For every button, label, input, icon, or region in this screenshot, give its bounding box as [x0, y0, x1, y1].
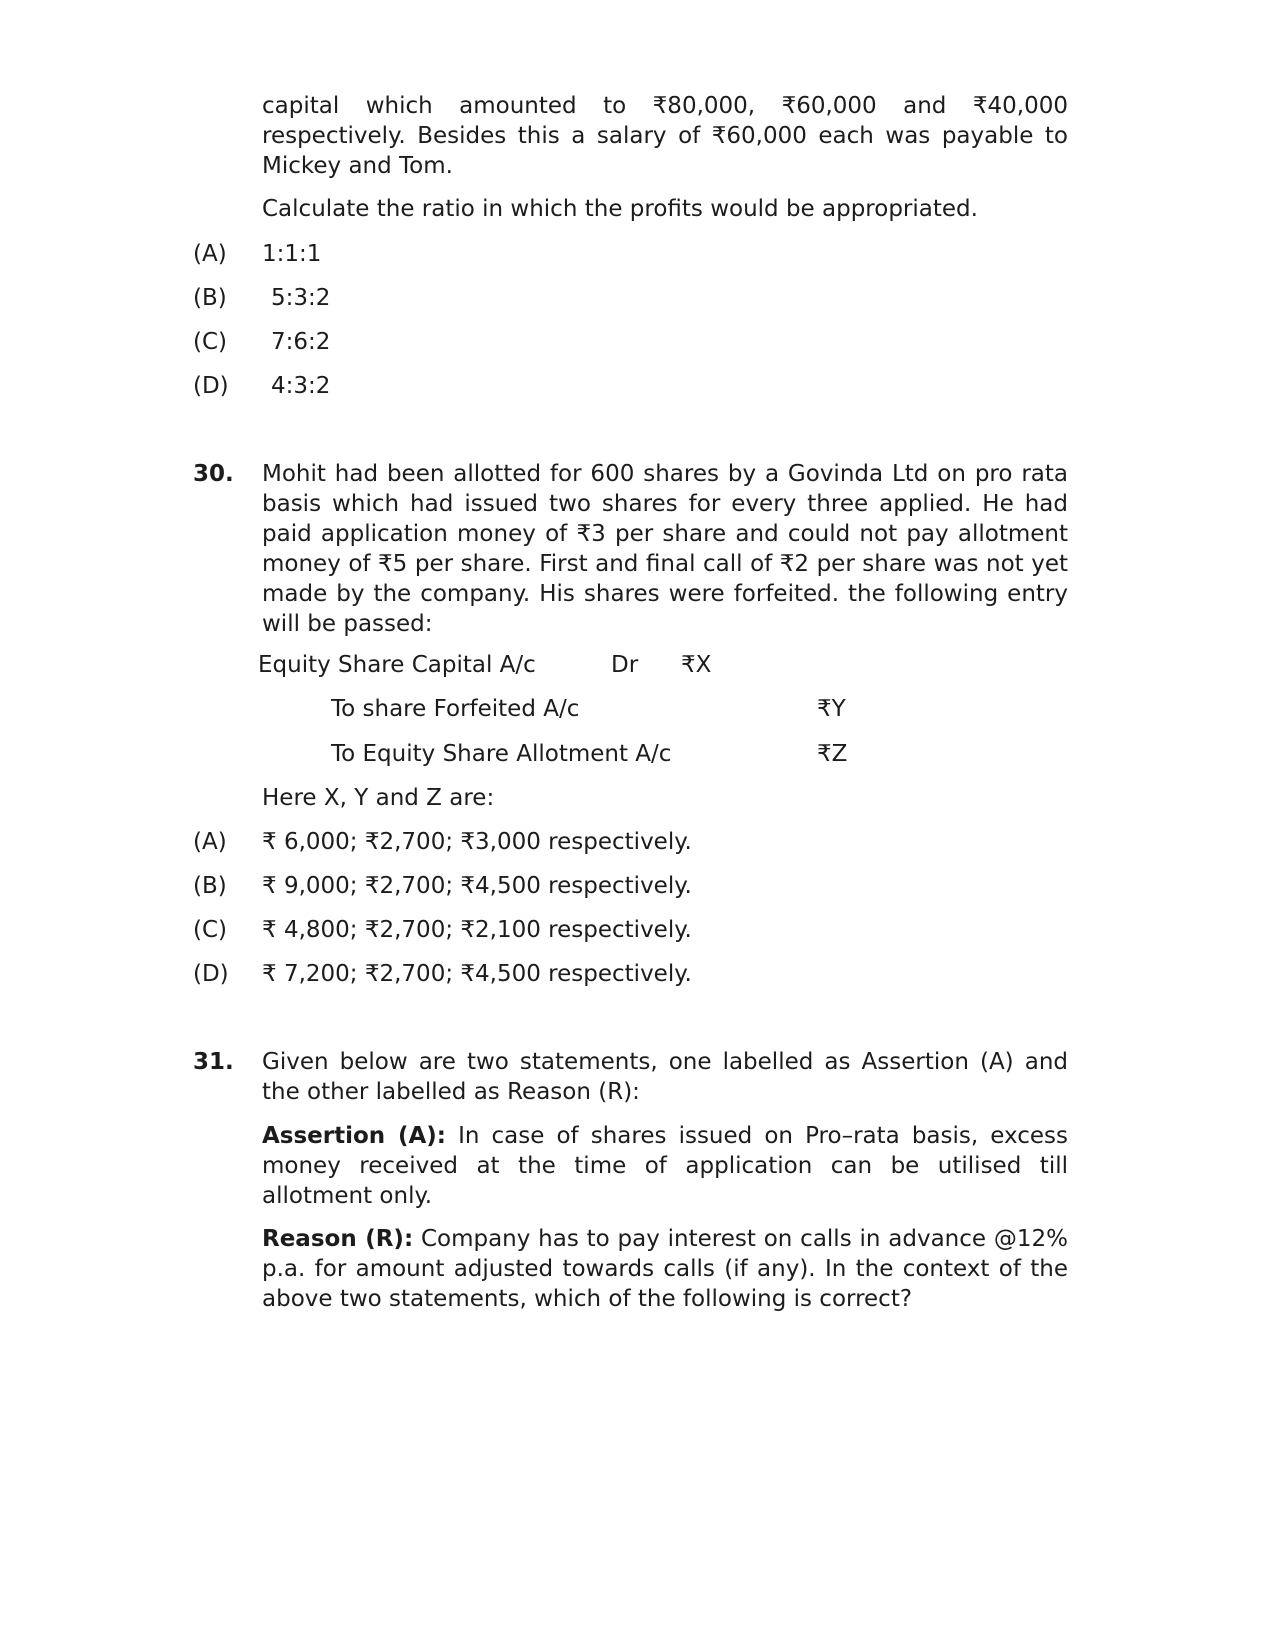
q31-text: Given below are two statements, one labelled as Assertion (A) and the other labelled as Reason (R):	[262, 1049, 1068, 1105]
q29-prompt: Calculate the ratio in which the profits would be appropriated.	[262, 196, 978, 222]
reason-label: Reason (R):	[262, 1226, 414, 1252]
q29-continued-text: capital which amounted to ₹80,000, ₹60,000 and ₹40,000 respectively. Besides this a salary of ₹60,000 each was payable to Mickey and Tom.	[262, 93, 1068, 179]
q31-reason	[262, 1224, 1068, 1314]
q30-option-b-label: (B)	[193, 873, 227, 899]
q29-option-c-label: (C)	[193, 329, 228, 355]
q30-prompt: Here X, Y and Z are:	[262, 785, 495, 811]
q29-option-a-label: (A)	[193, 241, 227, 267]
q30-option-d-text: ₹ 7,200; ₹2,700; ₹4,500 respectively.	[262, 961, 692, 987]
q30-option-b-text: ₹ 9,000; ₹2,700; ₹4,500 respectively.	[262, 873, 692, 899]
q29-option-c-text: 7:6:2	[271, 329, 331, 355]
journal-credit-forfeited-account: To share Forfeited A/c	[331, 696, 580, 722]
assertion-label: Assertion (A):	[262, 1123, 446, 1149]
q29-option-d-label: (D)	[193, 373, 229, 399]
assertion-text: In case of shares issued on Pro–rata basis, excess money received at the time of application can be utilised till allotment only.	[262, 1123, 1068, 1209]
q30-text: Mohit had been allotted for 600 shares by a Govinda Ltd on pro rata basis which had issued two shares for every three applied. He had paid application money of ₹3 per share and could not pay allotment money of ₹5 per share. First and final call of ₹2 per share was not yet made by the company. His shares were forfeited. the following entry will be passed:	[262, 461, 1068, 637]
journal-credit-allotment-amount: ₹Z	[817, 741, 848, 767]
q30-option-d-label: (D)	[193, 961, 229, 987]
journal-credit-forfeited-amount: ₹Y	[817, 696, 846, 722]
q29-option-b-label: (B)	[193, 285, 227, 311]
q30-option-c-label: (C)	[193, 917, 228, 943]
q30-option-a-label: (A)	[193, 829, 227, 855]
q31-assertion	[262, 1121, 1068, 1211]
journal-credit-allotment-account: To Equity Share Allotment A/c	[331, 741, 672, 767]
q29-option-b-text: 5:3:2	[271, 285, 331, 311]
q30-option-a-text: ₹ 6,000; ₹2,700; ₹3,000 respectively.	[262, 829, 692, 855]
q29-option-a-text: 1:1:1	[262, 241, 322, 267]
q30-option-c-text: ₹ 4,800; ₹2,700; ₹2,100 respectively.	[262, 917, 692, 943]
journal-debit-account: Equity Share Capital A/c	[258, 652, 536, 678]
journal-debit-amount: ₹X	[681, 652, 712, 678]
q31-number: 31.	[193, 1049, 234, 1075]
journal-dr-label: Dr	[611, 652, 639, 678]
q29-option-d-text: 4:3:2	[271, 373, 331, 399]
reason-text: Company has to pay interest on calls in advance @12% p.a. for amount adjusted towards calls (if any). In the context of the above two statements, which of the following is correct?	[262, 1226, 1068, 1312]
q30-number: 30.	[193, 461, 234, 487]
